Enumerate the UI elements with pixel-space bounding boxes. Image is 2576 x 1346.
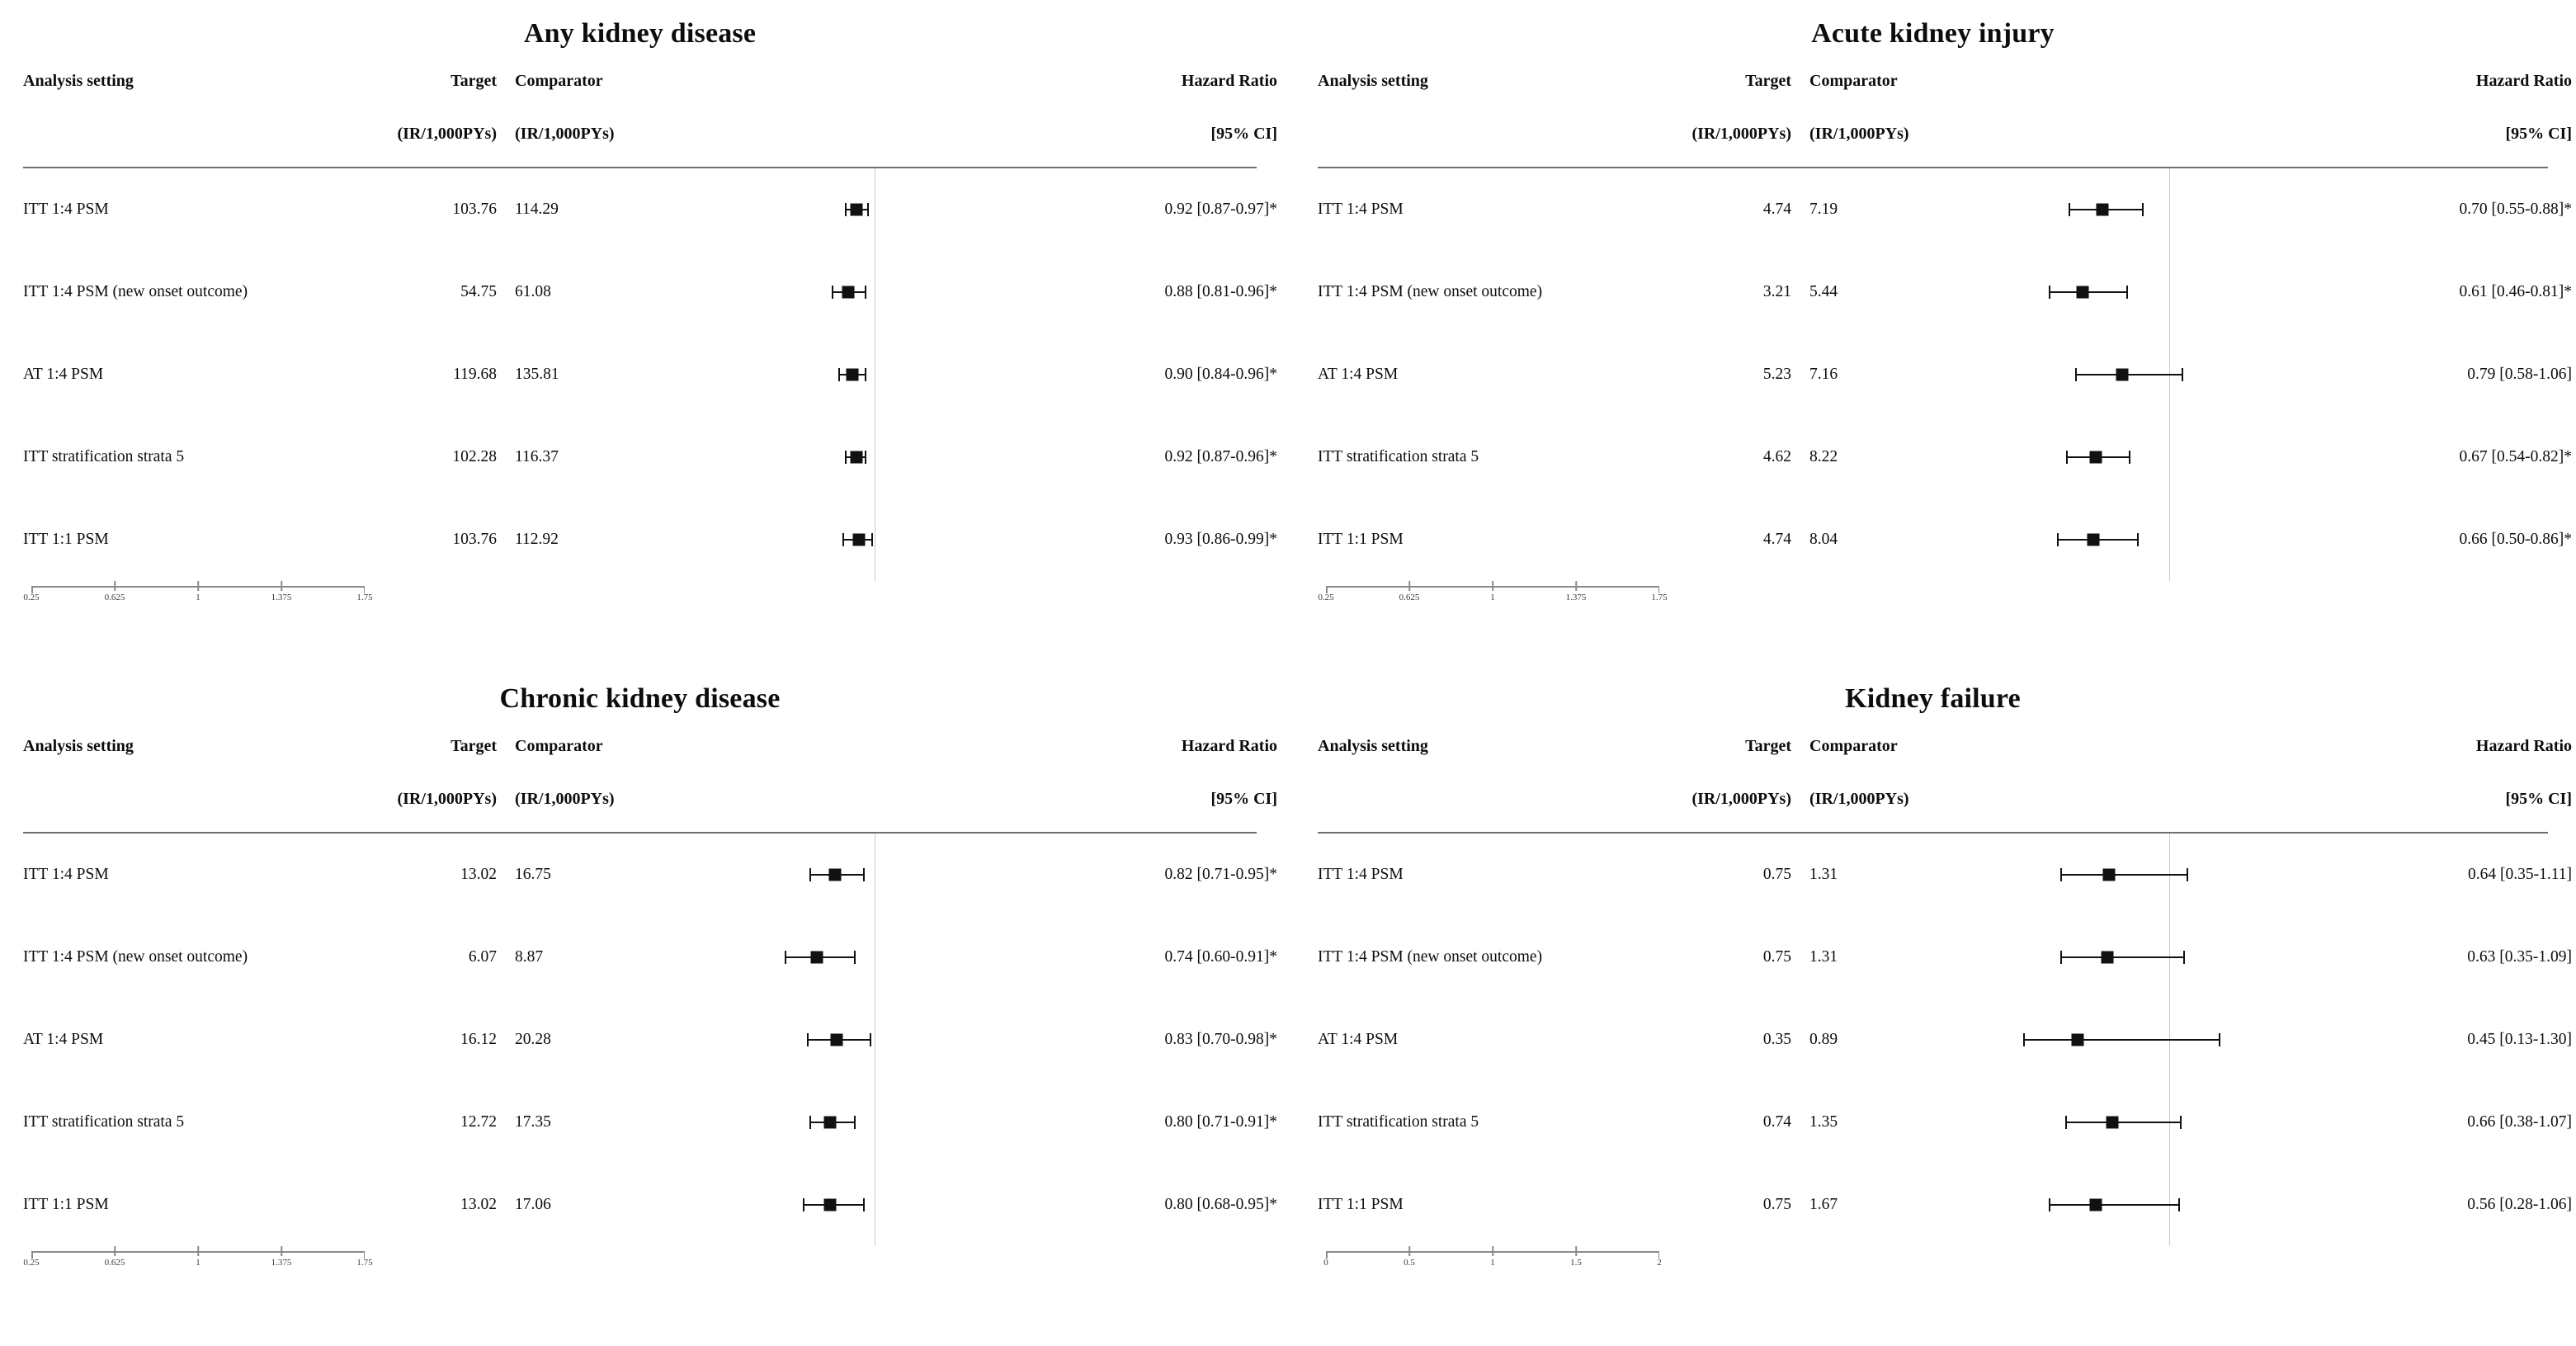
column-unit-target: (IR/1,000PYs) bbox=[397, 789, 497, 808]
table-row bbox=[1318, 834, 2572, 916]
row-value-target-ir: 12.72 bbox=[460, 1113, 497, 1131]
forest-marker bbox=[1994, 416, 2349, 498]
table-row bbox=[1318, 498, 2572, 581]
column-unit-ci: [95% CI] bbox=[1210, 124, 1277, 143]
row-value-comparator-ir: 112.92 bbox=[515, 531, 559, 548]
row-value-hazard-ratio: 0.63 [0.35-1.09] bbox=[2467, 948, 2572, 966]
point-estimate-marker bbox=[2102, 952, 2114, 964]
axis-tick bbox=[114, 581, 116, 591]
point-estimate-marker bbox=[2076, 286, 2088, 299]
forest-marker bbox=[700, 916, 1054, 999]
column-header-comparator: Comparator bbox=[1809, 736, 1898, 755]
ci-upper-cap bbox=[871, 533, 873, 546]
row-value-target-ir: 4.74 bbox=[1762, 531, 1791, 548]
panel-title: Chronic kidney disease bbox=[499, 683, 781, 714]
ci-lower-cap bbox=[2065, 1116, 2067, 1129]
row-value-comparator-ir: 61.08 bbox=[515, 283, 551, 300]
ci-lower-cap bbox=[2057, 533, 2059, 546]
panel-title: Kidney failure bbox=[1845, 683, 2021, 714]
point-estimate-marker bbox=[824, 1199, 837, 1211]
axis-tick-label: 1.375 bbox=[271, 593, 292, 602]
table-row bbox=[23, 916, 1277, 999]
row-value-hazard-ratio: 0.61 [0.46-0.81]* bbox=[2459, 283, 2572, 300]
axis-tick-label: 1 bbox=[1490, 1258, 1495, 1268]
forest-marker bbox=[700, 333, 1054, 416]
point-estimate-marker bbox=[851, 204, 863, 216]
table-header-primary bbox=[23, 720, 1277, 772]
ci-lower-cap bbox=[845, 203, 847, 216]
table-body bbox=[23, 834, 1277, 1246]
row-value-target-ir: 5.23 bbox=[1762, 366, 1791, 383]
ci-lower-cap bbox=[2049, 1198, 2050, 1211]
axis bbox=[23, 1246, 1257, 1289]
table-row bbox=[23, 416, 1277, 498]
row-label-analysis-setting: AT 1:4 PSM bbox=[23, 1031, 104, 1048]
point-estimate-marker bbox=[2107, 1117, 2119, 1129]
column-header-comparator: Comparator bbox=[515, 71, 603, 90]
point-estimate-marker bbox=[842, 286, 854, 299]
point-estimate-marker bbox=[2090, 451, 2102, 464]
ci-upper-cap bbox=[865, 368, 866, 381]
table-row bbox=[23, 168, 1277, 251]
ci-lower-cap bbox=[809, 868, 811, 881]
ci-lower-cap bbox=[803, 1198, 804, 1211]
row-value-comparator-ir: 16.75 bbox=[515, 866, 551, 883]
point-estimate-marker bbox=[2116, 369, 2129, 381]
ci-upper-cap bbox=[863, 868, 865, 881]
forest-marker bbox=[1994, 1081, 2349, 1164]
ci-upper-cap bbox=[2187, 868, 2188, 881]
table-row bbox=[1318, 416, 2572, 498]
confidence-interval-bar bbox=[2050, 1204, 2180, 1206]
table-row bbox=[23, 834, 1277, 916]
ci-upper-cap bbox=[2142, 203, 2144, 216]
axis-tick bbox=[1408, 581, 1410, 591]
point-estimate-marker bbox=[853, 534, 866, 546]
row-value-target-ir: 13.02 bbox=[460, 1196, 497, 1213]
forest-marker bbox=[700, 251, 1054, 333]
row-label-analysis-setting: AT 1:4 PSM bbox=[1318, 1031, 1399, 1048]
row-value-comparator-ir: 135.81 bbox=[515, 366, 559, 383]
row-value-comparator-ir: 7.16 bbox=[1809, 366, 1838, 383]
forest-marker bbox=[700, 1164, 1054, 1246]
row-label-analysis-setting: AT 1:4 PSM bbox=[1318, 366, 1399, 383]
row-value-hazard-ratio: 0.88 [0.81-0.96]* bbox=[1164, 283, 1277, 300]
ci-upper-cap bbox=[2219, 1033, 2220, 1046]
table-row bbox=[1318, 1164, 2572, 1246]
column-unit-comparator: (IR/1,000PYs) bbox=[1809, 124, 1909, 143]
forest-marker bbox=[700, 416, 1054, 498]
confidence-interval-bar bbox=[2066, 1122, 2181, 1123]
row-value-target-ir: 13.02 bbox=[460, 866, 497, 883]
ci-upper-cap bbox=[2137, 533, 2139, 546]
row-label-analysis-setting: ITT stratification strata 5 bbox=[1318, 448, 1479, 465]
ci-upper-cap bbox=[854, 1116, 856, 1129]
axis-tick-label: 1.75 bbox=[356, 593, 373, 602]
column-header-analysis-setting: Analysis setting bbox=[23, 736, 134, 755]
ci-lower-cap bbox=[838, 368, 840, 381]
table-header-units bbox=[1318, 107, 2572, 160]
row-value-hazard-ratio: 0.79 [0.58-1.06] bbox=[2467, 366, 2572, 383]
ci-lower-cap bbox=[2066, 451, 2068, 464]
column-unit-target: (IR/1,000PYs) bbox=[1691, 124, 1791, 143]
table-row bbox=[1318, 251, 2572, 333]
row-value-comparator-ir: 8.04 bbox=[1809, 531, 1838, 548]
ci-lower-cap bbox=[832, 286, 833, 299]
row-value-comparator-ir: 8.87 bbox=[515, 948, 544, 966]
ci-lower-cap bbox=[807, 1033, 809, 1046]
ci-upper-cap bbox=[863, 1198, 865, 1211]
ci-upper-cap bbox=[870, 1033, 871, 1046]
row-value-target-ir: 3.21 bbox=[1762, 283, 1791, 300]
point-estimate-marker bbox=[828, 869, 841, 881]
row-value-hazard-ratio: 0.93 [0.86-0.99]* bbox=[1164, 531, 1277, 548]
table-row bbox=[23, 999, 1277, 1081]
confidence-interval-bar bbox=[2024, 1039, 2219, 1041]
row-value-hazard-ratio: 0.92 [0.87-0.97]* bbox=[1164, 201, 1277, 218]
column-header-hazard-ratio: Hazard Ratio bbox=[1181, 736, 1277, 755]
ci-upper-cap bbox=[865, 286, 866, 299]
table-row bbox=[1318, 168, 2572, 251]
axis-tick bbox=[1575, 1246, 1577, 1256]
axis-tick-label: 1 bbox=[196, 1258, 201, 1268]
column-header-target: Target bbox=[1745, 71, 1791, 90]
column-unit-ci: [95% CI] bbox=[2505, 789, 2572, 808]
row-value-comparator-ir: 114.29 bbox=[515, 201, 559, 218]
ci-lower-cap bbox=[2069, 203, 2070, 216]
axis-tick bbox=[1492, 581, 1493, 591]
axis-tick-label: 1.75 bbox=[1651, 593, 1668, 602]
row-value-target-ir: 0.75 bbox=[1762, 866, 1791, 883]
axis-tick bbox=[114, 1246, 116, 1256]
column-unit-comparator: (IR/1,000PYs) bbox=[515, 789, 615, 808]
table-row bbox=[23, 1164, 1277, 1246]
table-header-primary bbox=[1318, 54, 2572, 107]
row-value-comparator-ir: 5.44 bbox=[1809, 283, 1838, 300]
panel-kidney-failure bbox=[1288, 665, 2576, 1346]
forest-marker bbox=[700, 168, 1054, 251]
ci-lower-cap bbox=[842, 533, 844, 546]
column-header-analysis-setting: Analysis setting bbox=[1318, 736, 1428, 755]
forest-marker bbox=[1994, 916, 2349, 999]
axis-track bbox=[23, 581, 1257, 624]
row-value-target-ir: 0.75 bbox=[1762, 948, 1791, 966]
ci-upper-cap bbox=[2126, 286, 2128, 299]
row-label-analysis-setting: ITT 1:4 PSM bbox=[23, 866, 109, 883]
row-value-target-ir: 16.12 bbox=[460, 1031, 497, 1048]
row-value-comparator-ir: 17.06 bbox=[515, 1196, 551, 1213]
row-value-hazard-ratio: 0.74 [0.60-0.91]* bbox=[1164, 948, 1277, 966]
row-value-comparator-ir: 1.31 bbox=[1809, 866, 1838, 883]
ci-upper-cap bbox=[2129, 451, 2130, 464]
column-unit-target: (IR/1,000PYs) bbox=[397, 124, 497, 143]
row-value-comparator-ir: 0.89 bbox=[1809, 1031, 1838, 1048]
row-value-target-ir: 54.75 bbox=[460, 283, 497, 300]
axis-tick-label: 0 bbox=[1323, 1258, 1328, 1268]
point-estimate-marker bbox=[2103, 869, 2116, 881]
row-value-target-ir: 4.62 bbox=[1762, 448, 1791, 465]
table-header-primary bbox=[23, 54, 1277, 107]
axis bbox=[23, 581, 1257, 624]
confidence-interval-bar bbox=[2061, 956, 2184, 958]
row-value-comparator-ir: 116.37 bbox=[515, 448, 559, 465]
forest-marker bbox=[1994, 333, 2349, 416]
forest-marker bbox=[700, 999, 1054, 1081]
row-value-hazard-ratio: 0.64 [0.35-1.11] bbox=[2467, 866, 2572, 883]
axis-tick-label: 1.5 bbox=[1570, 1258, 1582, 1268]
row-label-analysis-setting: ITT 1:4 PSM (new onset outcome) bbox=[1318, 283, 1543, 300]
column-unit-ci: [95% CI] bbox=[1210, 789, 1277, 808]
row-label-analysis-setting: ITT 1:4 PSM bbox=[1318, 866, 1404, 883]
row-value-target-ir: 0.75 bbox=[1762, 1196, 1791, 1213]
table-header-primary bbox=[1318, 720, 2572, 772]
axis-tick-label: 0.625 bbox=[104, 593, 125, 602]
point-estimate-marker bbox=[824, 1117, 837, 1129]
row-label-analysis-setting: ITT 1:4 PSM (new onset outcome) bbox=[23, 283, 248, 300]
column-header-hazard-ratio: Hazard Ratio bbox=[2475, 71, 2572, 90]
ci-upper-cap bbox=[2183, 951, 2185, 964]
row-value-comparator-ir: 1.35 bbox=[1809, 1113, 1838, 1131]
axis-tick-label: 1.375 bbox=[271, 1258, 292, 1268]
row-value-hazard-ratio: 0.67 [0.54-0.82]* bbox=[2459, 448, 2572, 465]
row-label-analysis-setting: ITT 1:4 PSM (new onset outcome) bbox=[1318, 948, 1543, 966]
ci-lower-cap bbox=[809, 1116, 811, 1129]
forest-marker bbox=[700, 498, 1054, 581]
row-value-hazard-ratio: 0.80 [0.71-0.91]* bbox=[1164, 1113, 1277, 1131]
column-header-target: Target bbox=[1745, 736, 1791, 755]
table-header-units bbox=[23, 772, 1277, 825]
column-unit-ci: [95% CI] bbox=[2505, 124, 2572, 143]
row-value-target-ir: 4.74 bbox=[1762, 201, 1791, 218]
column-header-hazard-ratio: Hazard Ratio bbox=[1181, 71, 1277, 90]
column-header-analysis-setting: Analysis setting bbox=[1318, 71, 1428, 90]
row-label-analysis-setting: ITT 1:1 PSM bbox=[1318, 531, 1404, 548]
row-value-hazard-ratio: 0.66 [0.38-1.07] bbox=[2467, 1113, 2572, 1131]
point-estimate-marker bbox=[2090, 1199, 2102, 1211]
row-label-analysis-setting: ITT 1:1 PSM bbox=[1318, 1196, 1404, 1213]
axis-tick bbox=[1492, 1246, 1493, 1256]
row-value-target-ir: 103.76 bbox=[452, 531, 497, 548]
point-estimate-marker bbox=[847, 369, 859, 381]
row-label-analysis-setting: ITT 1:1 PSM bbox=[23, 1196, 109, 1213]
ci-lower-cap bbox=[2060, 868, 2062, 881]
row-value-hazard-ratio: 0.83 [0.70-0.98]* bbox=[1164, 1031, 1277, 1048]
row-value-hazard-ratio: 0.80 [0.68-0.95]* bbox=[1164, 1196, 1277, 1213]
row-value-target-ir: 0.35 bbox=[1762, 1031, 1791, 1048]
point-estimate-marker bbox=[2097, 204, 2109, 216]
panel-chronic-kidney-disease bbox=[0, 665, 1288, 1346]
column-header-target: Target bbox=[451, 736, 497, 755]
ci-lower-cap bbox=[845, 451, 847, 464]
point-estimate-marker bbox=[831, 1034, 843, 1046]
row-label-analysis-setting: ITT 1:1 PSM bbox=[23, 531, 109, 548]
row-value-comparator-ir: 8.22 bbox=[1809, 448, 1838, 465]
table-row bbox=[23, 498, 1277, 581]
table-row bbox=[1318, 916, 2572, 999]
table-header-units bbox=[23, 107, 1277, 160]
axis-tick bbox=[281, 1246, 282, 1256]
row-label-analysis-setting: ITT stratification strata 5 bbox=[23, 1113, 185, 1131]
axis-tick-label: 0.25 bbox=[23, 1258, 40, 1268]
ci-upper-cap bbox=[867, 203, 869, 216]
panel-title: Any kidney disease bbox=[523, 18, 757, 49]
table-row bbox=[23, 1081, 1277, 1164]
ci-upper-cap bbox=[854, 951, 856, 964]
row-value-target-ir: 0.74 bbox=[1762, 1113, 1791, 1131]
axis-tick bbox=[197, 1246, 199, 1256]
axis-tick bbox=[281, 581, 282, 591]
row-value-hazard-ratio: 0.45 [0.13-1.30] bbox=[2467, 1031, 2572, 1048]
row-value-hazard-ratio: 0.82 [0.71-0.95]* bbox=[1164, 866, 1277, 883]
axis-tick bbox=[1575, 581, 1577, 591]
ci-lower-cap bbox=[2075, 368, 2077, 381]
forest-marker bbox=[1994, 1164, 2349, 1246]
forest-marker bbox=[700, 1081, 1054, 1164]
axis-tick bbox=[197, 581, 199, 591]
row-value-hazard-ratio: 0.90 [0.84-0.96]* bbox=[1164, 366, 1277, 383]
axis-track bbox=[1318, 581, 2548, 624]
column-unit-comparator: (IR/1,000PYs) bbox=[515, 124, 615, 143]
row-value-target-ir: 102.28 bbox=[452, 448, 497, 465]
column-header-target: Target bbox=[451, 71, 497, 90]
row-value-comparator-ir: 20.28 bbox=[515, 1031, 551, 1048]
table-header-units bbox=[1318, 772, 2572, 825]
column-unit-comparator: (IR/1,000PYs) bbox=[1809, 789, 1909, 808]
axis-track bbox=[1318, 1246, 2548, 1289]
row-value-hazard-ratio: 0.70 [0.55-0.88]* bbox=[2459, 201, 2572, 218]
ci-upper-cap bbox=[2180, 1116, 2182, 1129]
axis-tick-label: 1 bbox=[1490, 593, 1495, 602]
row-label-analysis-setting: ITT 1:4 PSM bbox=[23, 201, 109, 218]
axis-track bbox=[23, 1246, 1257, 1289]
confidence-interval-bar bbox=[2061, 874, 2188, 876]
row-value-comparator-ir: 1.67 bbox=[1809, 1196, 1838, 1213]
forest-marker bbox=[1994, 168, 2349, 251]
point-estimate-marker bbox=[2088, 534, 2100, 546]
row-label-analysis-setting: ITT stratification strata 5 bbox=[1318, 1113, 1479, 1131]
table-body bbox=[1318, 168, 2572, 581]
axis-tick-label: 0.625 bbox=[1399, 593, 1420, 602]
forest-marker bbox=[1994, 498, 2349, 581]
point-estimate-marker bbox=[2071, 1034, 2083, 1046]
table-row bbox=[23, 333, 1277, 416]
point-estimate-marker bbox=[851, 451, 863, 464]
row-value-comparator-ir: 1.31 bbox=[1809, 948, 1838, 966]
row-value-hazard-ratio: 0.92 [0.87-0.96]* bbox=[1164, 448, 1277, 465]
ci-upper-cap bbox=[2178, 1198, 2180, 1211]
row-value-comparator-ir: 17.35 bbox=[515, 1113, 551, 1131]
row-label-analysis-setting: AT 1:4 PSM bbox=[23, 366, 104, 383]
ci-upper-cap bbox=[2182, 368, 2183, 381]
ci-lower-cap bbox=[2060, 951, 2062, 964]
ci-lower-cap bbox=[785, 951, 786, 964]
ci-upper-cap bbox=[865, 451, 866, 464]
forest-marker bbox=[1994, 834, 2349, 916]
row-value-comparator-ir: 7.19 bbox=[1809, 201, 1838, 218]
axis-tick-label: 0.25 bbox=[23, 593, 40, 602]
ci-lower-cap bbox=[2049, 286, 2050, 299]
row-label-analysis-setting: ITT 1:4 PSM bbox=[1318, 201, 1404, 218]
ci-lower-cap bbox=[2023, 1033, 2025, 1046]
axis bbox=[1318, 1246, 2548, 1289]
panel-title: Acute kidney injury bbox=[1811, 18, 2055, 49]
axis-tick-label: 1.75 bbox=[356, 1258, 373, 1268]
column-header-comparator: Comparator bbox=[515, 736, 603, 755]
forest-marker bbox=[1994, 999, 2349, 1081]
column-header-hazard-ratio: Hazard Ratio bbox=[2475, 736, 2572, 755]
table-body bbox=[1318, 834, 2572, 1246]
forest-marker bbox=[700, 834, 1054, 916]
column-unit-target: (IR/1,000PYs) bbox=[1691, 789, 1791, 808]
panel-any-kidney-disease bbox=[0, 0, 1288, 665]
axis-tick-label: 0.25 bbox=[1318, 593, 1334, 602]
column-header-comparator: Comparator bbox=[1809, 71, 1898, 90]
axis-tick-label: 1.375 bbox=[1565, 593, 1587, 602]
row-value-target-ir: 103.76 bbox=[452, 201, 497, 218]
axis-tick-label: 0.5 bbox=[1404, 1258, 1415, 1268]
axis-tick-label: 1 bbox=[196, 593, 201, 602]
table-row bbox=[1318, 333, 2572, 416]
panel-acute-kidney-injury bbox=[1288, 0, 2576, 665]
row-value-hazard-ratio: 0.56 [0.28-1.06] bbox=[2467, 1196, 2572, 1213]
row-label-analysis-setting: ITT 1:4 PSM (new onset outcome) bbox=[23, 948, 248, 966]
table-row bbox=[1318, 999, 2572, 1081]
row-label-analysis-setting: ITT stratification strata 5 bbox=[23, 448, 185, 465]
axis-tick-label: 2 bbox=[1657, 1258, 1662, 1268]
table-row bbox=[1318, 1081, 2572, 1164]
axis-tick bbox=[1408, 1246, 1410, 1256]
axis-tick-label: 0.625 bbox=[104, 1258, 125, 1268]
forest-marker bbox=[1994, 251, 2349, 333]
axis bbox=[1318, 581, 2548, 624]
confidence-interval-bar bbox=[2076, 374, 2182, 375]
row-value-target-ir: 6.07 bbox=[468, 948, 497, 966]
row-value-target-ir: 119.68 bbox=[453, 366, 497, 383]
column-header-analysis-setting: Analysis setting bbox=[23, 71, 134, 90]
row-value-hazard-ratio: 0.66 [0.50-0.86]* bbox=[2459, 531, 2572, 548]
point-estimate-marker bbox=[810, 952, 823, 964]
table-row bbox=[23, 251, 1277, 333]
table-body bbox=[23, 168, 1277, 581]
